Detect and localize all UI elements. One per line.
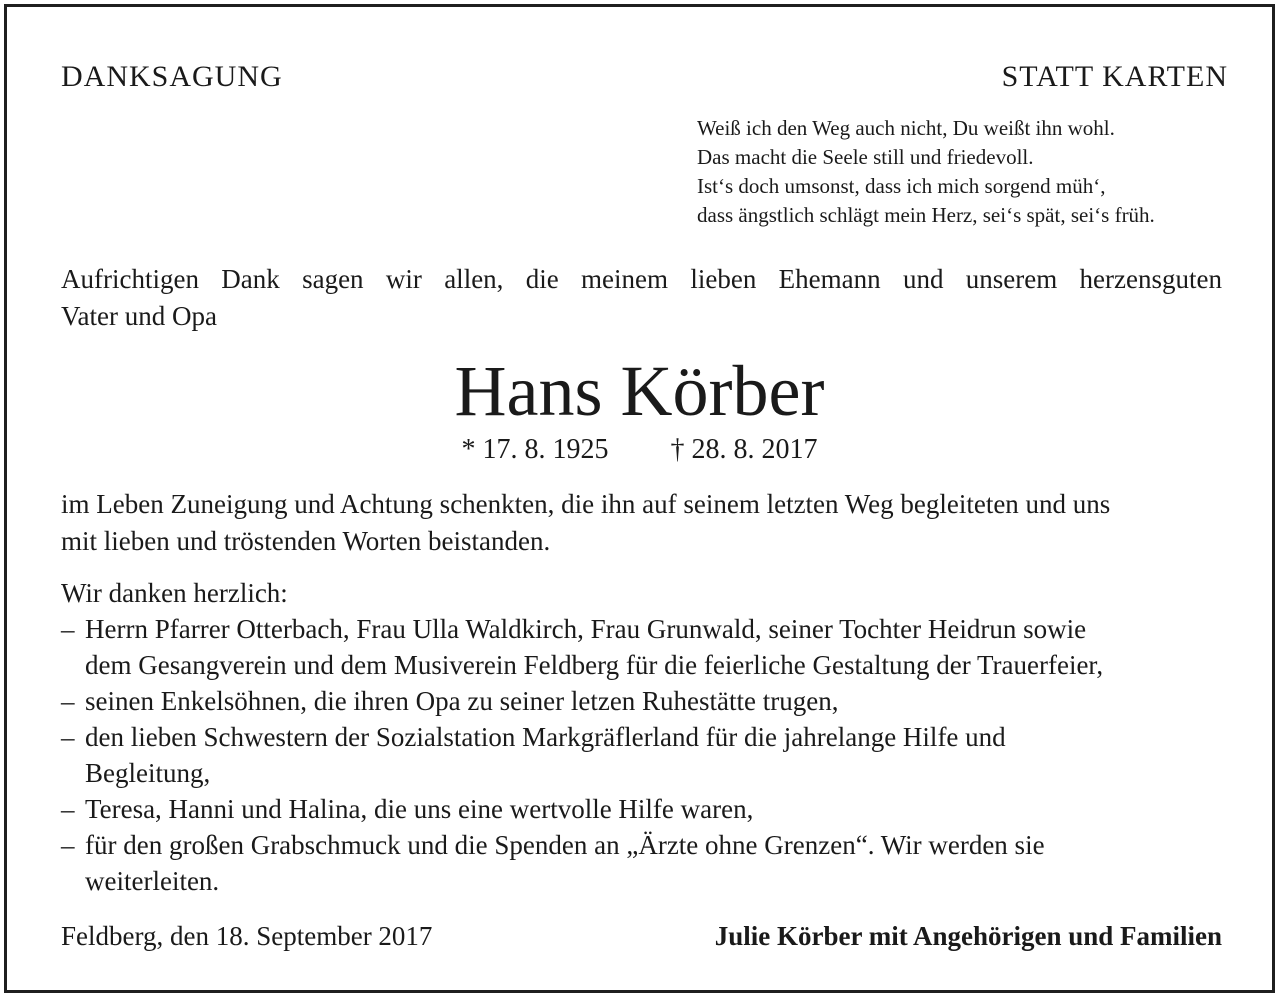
header-title-right: STATT KARTEN bbox=[1001, 60, 1228, 93]
dash-bullet: – bbox=[61, 686, 75, 716]
birth-date: * 17. 8. 1925 bbox=[461, 434, 609, 465]
poem-line: Ist‘s doch umsonst, dass ich mich sorgend müh‘, bbox=[697, 174, 1106, 198]
notice-content bbox=[7, 7, 1272, 990]
list-item-line: weiterleiten. bbox=[85, 866, 220, 896]
poem-line: Das macht die Seele still und friedevoll. bbox=[697, 145, 1034, 169]
list-item-line: dem Gesangverein und dem Musiverein Feldberg für die feierliche Gestaltung der Trauerfeier, bbox=[85, 650, 1104, 680]
notice-frame bbox=[4, 4, 1275, 993]
dash-bullet: – bbox=[61, 794, 75, 824]
intro-line: Vater und Opa bbox=[61, 301, 217, 331]
deceased-name: Hans Körber bbox=[454, 351, 825, 431]
list-item-line: seinen Enkelsöhnen, die ihren Opa zu seiner letzen Ruhestätte trugen, bbox=[85, 686, 839, 716]
thanks-heading: Wir danken herzlich: bbox=[61, 578, 288, 608]
poem bbox=[697, 114, 1155, 230]
thanks-list bbox=[61, 611, 1222, 899]
place-and-date: Feldberg, den 18. September 2017 bbox=[61, 921, 433, 951]
dash-bullet: – bbox=[61, 722, 75, 752]
list-item-line: Begleitung, bbox=[85, 758, 211, 788]
list-item bbox=[61, 611, 1222, 683]
header-title-left: DANKSAGUNG bbox=[61, 60, 283, 93]
list-item-line: den lieben Schwestern der Sozialstation Markgräflerland für die jahrelange Hilfe und bbox=[85, 722, 1006, 752]
list-item bbox=[61, 719, 1222, 791]
thanks-list-section bbox=[61, 575, 1222, 899]
intro-paragraph bbox=[61, 261, 1222, 335]
list-item-line: für den großen Grabschmuck und die Spenden an „Ärzte ohne Grenzen“. Wir werden sie bbox=[85, 830, 1045, 860]
intro-line: Aufrichtigen Dank sagen wir allen, die meinem lieben Ehemann und unserem herzensguten bbox=[61, 264, 1222, 294]
list-item bbox=[61, 791, 1222, 827]
dash-bullet: – bbox=[61, 830, 75, 860]
life-dates bbox=[7, 431, 1272, 469]
death-date: † 28. 8. 2017 bbox=[670, 434, 818, 465]
list-item-line: Teresa, Hanni und Halina, die uns eine wertvolle Hilfe waren, bbox=[85, 794, 754, 824]
paragraph-line: im Leben Zuneigung und Achtung schenkten, die ihn auf seinem letzten Weg begleiteten und uns bbox=[61, 489, 1111, 519]
paragraph-line: mit lieben und tröstenden Worten beistanden. bbox=[61, 526, 551, 556]
thanks-paragraph bbox=[61, 486, 1222, 560]
signature: Julie Körber mit Angehörigen und Familien bbox=[714, 921, 1222, 951]
list-item-line: Herrn Pfarrer Otterbach, Frau Ulla Waldkirch, Frau Grunwald, seiner Tochter Heidrun sowie bbox=[85, 614, 1087, 644]
dash-bullet: – bbox=[61, 614, 75, 644]
poem-line: dass ängstlich schlägt mein Herz, sei‘s spät, sei‘s früh. bbox=[697, 203, 1155, 227]
list-item bbox=[61, 827, 1222, 899]
list-item bbox=[61, 683, 1222, 719]
poem-line: Weiß ich den Weg auch nicht, Du weißt ihn wohl. bbox=[697, 116, 1115, 140]
